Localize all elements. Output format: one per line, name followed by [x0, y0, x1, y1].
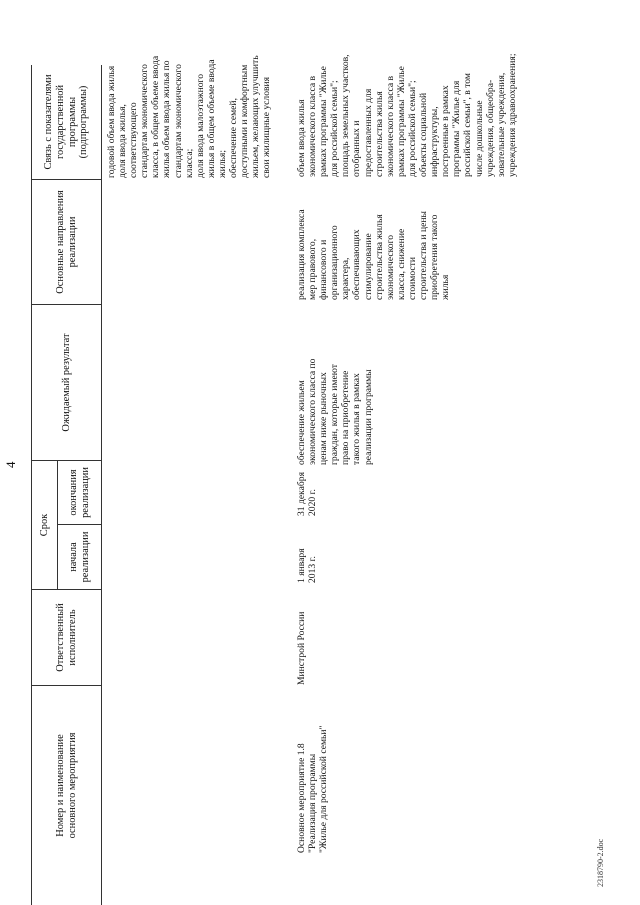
header-col-start: начала реализации — [67, 531, 91, 583]
table-header-separator — [101, 65, 102, 905]
header-col-end: окончания реализации — [67, 467, 91, 518]
carryover-indicators: годовой объем ввода жилья доля ввода жилья, соответствующего стандартам экономического класса, в общем объеме ввода жилья объем ввода жилья по стандартам экономического класса; доля ввода малоэтажного жилья в общем объеме ввода жилья; обеспечение семей, доступными и комфортным жильем, желающих улучшить свои жилищные условия — [106, 55, 273, 178]
header-col-directions: Основные направления реализации — [54, 190, 78, 294]
row-directions: реализация комплекса мер правового, финансового и организационного характера, обеспечивающих стимулирование строительства жилья экономического класса, снижение стоимости строительства и цены приобретения такого жилья — [296, 209, 452, 300]
header-col-name: Номер и наименование основного мероприятия — [54, 732, 78, 839]
header-col-indicators: Связь с показателями государственной программы (подпрограммы) — [43, 74, 90, 170]
header-col-executor: Ответственный исполнитель — [54, 603, 78, 672]
row-start-date: 1 января 2013 г. — [296, 548, 319, 583]
header-col-result: Ожидаемый результат — [60, 333, 72, 432]
page-number: 4 — [3, 461, 18, 468]
row-expected-result: обеспечение жильем экономического класса по ценам ниже рыночных граждан, которые имеют право на приобретение такого жилья в рамках реализации программы — [296, 358, 374, 465]
row-name: Основное мероприятие 1.8 "Реализация программы "Жилье для российской семьи" — [296, 725, 330, 853]
row-executor: Минстрой России — [296, 611, 307, 685]
row-end-date: 31 декабря 2020 г. — [296, 472, 319, 516]
footer-doc-code: 2318790-2.doc — [596, 838, 605, 887]
header-col-term: Срок — [38, 513, 50, 537]
rotated-table-sheet — [0, 53, 620, 905]
row-indicators: объем ввода жилья экономического класса в рамках программы "Жилье для российской семьи"; площадь земельных участков, отобранных и предоставленных для строительства жилья экономического класса в рамках программы "Жилье для российской семьи"; объекты социальной инфраструктуры, построенные в рамках программы "Жилье для российской семьи", в том числе дошкольные учреждения, общеобра- зовательные учреждения, учреждения здравоохранения; — [296, 53, 518, 177]
